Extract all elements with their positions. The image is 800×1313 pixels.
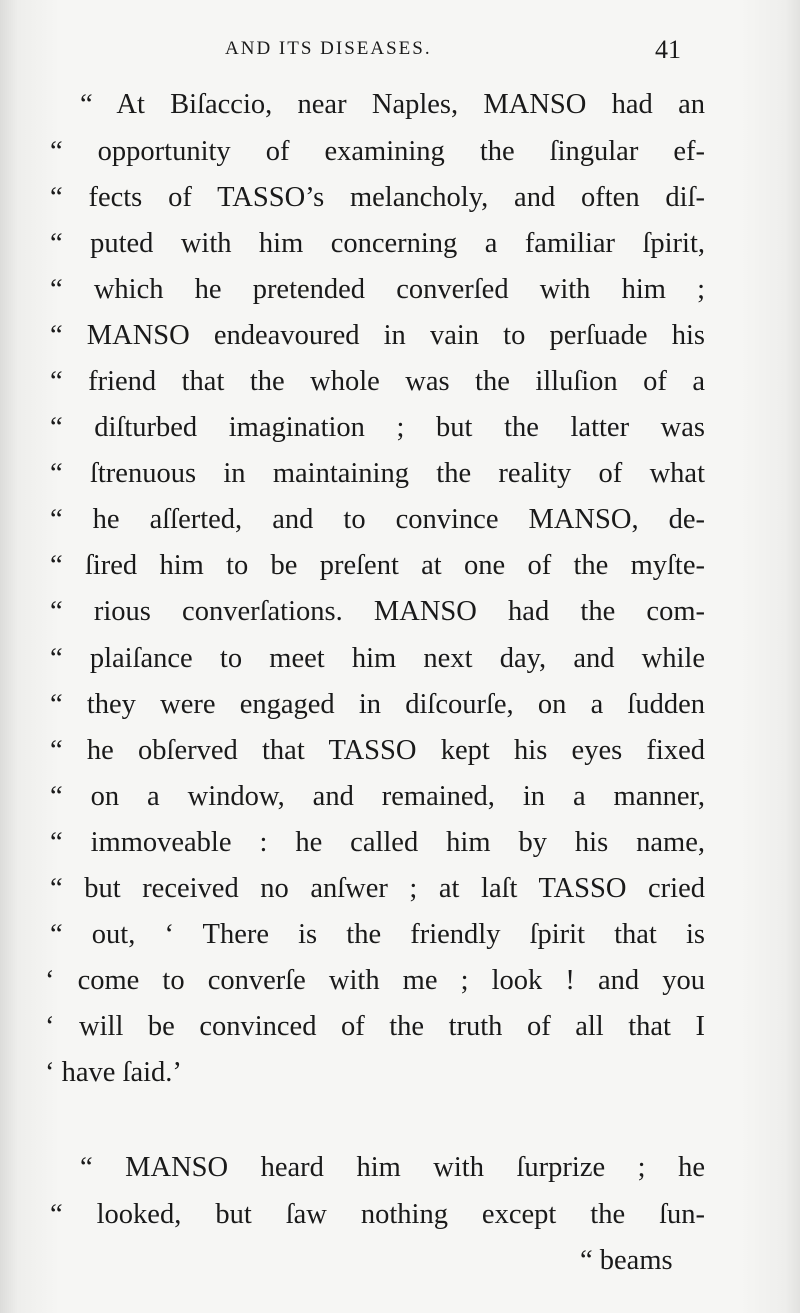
page-number: 41 bbox=[655, 35, 681, 64]
text-line: ‘ have ſaid.’ bbox=[45, 1057, 182, 1088]
text-line: “ he obſerved that TASSO kept his eyes fixed bbox=[50, 735, 705, 766]
text-line: “ puted with him concerning a familiar ſpirit, bbox=[50, 228, 705, 259]
text-line: “ he aſſerted, and to convince MANSO, de- bbox=[50, 504, 705, 535]
text-line: ‘ come to converſe with me ; look ! and you bbox=[45, 965, 705, 996]
text-line: “ they were engaged in diſcourſe, on a ſudden bbox=[50, 689, 705, 720]
text-line: “ but received no anſwer ; at laſt TASSO cried bbox=[50, 873, 705, 904]
catchword: “ beams bbox=[580, 1245, 673, 1276]
text-line: “ ſired him to be preſent at one of the myſte- bbox=[50, 550, 705, 581]
running-head-title: AND ITS DISEASES. bbox=[225, 38, 432, 59]
text-line: “ MANSO heard him with ſurprize ; he bbox=[80, 1152, 705, 1183]
text-line: “ MANSO endeavoured in vain to perſuade his bbox=[50, 320, 705, 351]
text-line: “ out, ‘ There is the friendly ſpirit that is bbox=[50, 919, 705, 950]
text-line: ‘ will be convinced of the truth of all that I bbox=[45, 1011, 705, 1042]
text-line: “ plaiſance to meet him next day, and while bbox=[50, 643, 705, 674]
text-line: “ fects of TASSO’s melancholy, and often diſ- bbox=[50, 182, 705, 213]
text-line: “ opportunity of examining the ſingular ef- bbox=[50, 136, 705, 167]
text-line: “ At Biſaccio, near Naples, MANSO had an bbox=[80, 89, 705, 120]
text-line: “ diſturbed imagination ; but the latter was bbox=[50, 412, 705, 443]
text-line: “ on a window, and remained, in a manner, bbox=[50, 781, 705, 812]
text-line: “ rious converſations. MANSO had the com- bbox=[50, 596, 705, 627]
text-line: “ ſtrenuous in maintaining the reality of what bbox=[50, 458, 705, 489]
text-line: “ looked, but ſaw nothing except the ſun- bbox=[50, 1199, 705, 1230]
text-line: “ which he pretended converſed with him ; bbox=[50, 274, 705, 305]
running-head bbox=[0, 35, 800, 68]
text-line: “ immoveable : he called him by his name, bbox=[50, 827, 705, 858]
text-line: “ friend that the whole was the illuſion of a bbox=[50, 366, 705, 397]
